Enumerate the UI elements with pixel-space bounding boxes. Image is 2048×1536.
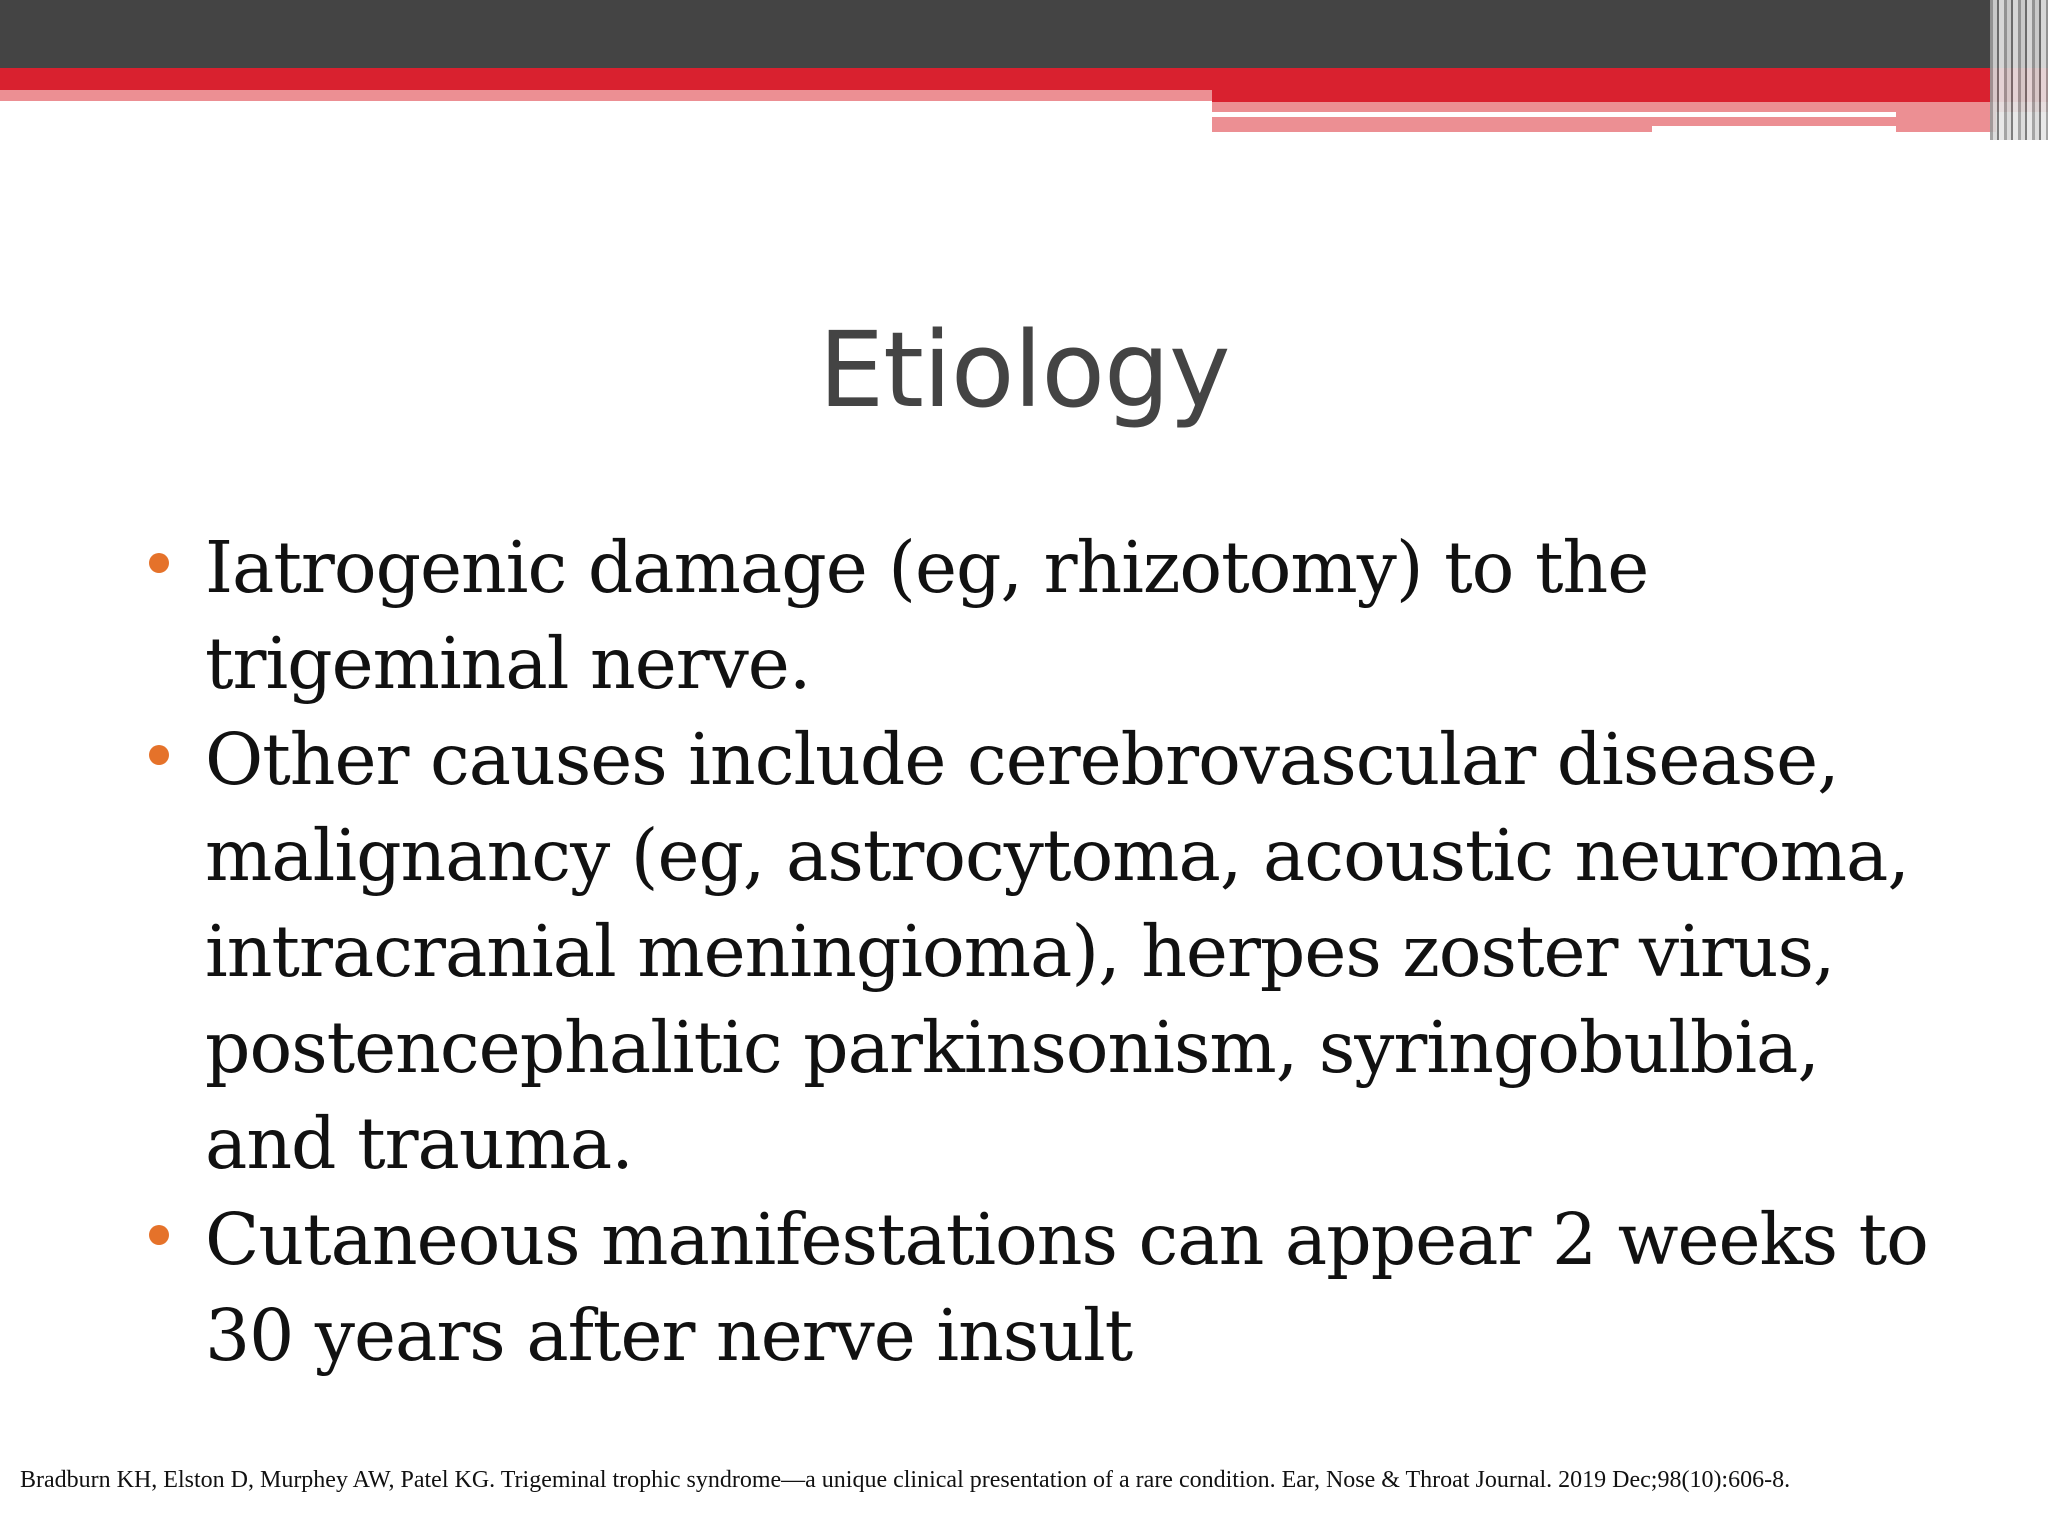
bullet-text: Iatrogenic damage (eg, rhizotomy) to the trigeminal nerve.: [205, 526, 1649, 705]
citation: Bradburn KH, Elston D, Murphey AW, Patel KG. Trigeminal trophic syndrome—a unique clinical presentation of a rare condition. Ear, Nose & Throat Journal. 2019 Dec;98(10):606-8.: [20, 1467, 1791, 1493]
bullet-item: [145, 520, 1945, 712]
header-band-pink-lower-short: [1652, 117, 1896, 126]
bullet-dot-icon: [149, 1225, 169, 1245]
header-band-pink-tail: [1896, 102, 1996, 132]
header-band-dark: [0, 0, 2048, 68]
header-band-pink-lower: [1212, 117, 1652, 132]
bullet-text: Other causes include cerebrovascular disease, malignancy (eg, astrocytoma, acoustic neuroma, intracranial meningioma), herpes zoster virus, postencephalitic parkinsonism, syringobulbia, and trauma.: [205, 718, 1909, 1185]
bullet-dot-icon: [149, 553, 169, 573]
header-edge-stripes: [1990, 0, 2048, 140]
bullet-item: [145, 1192, 1945, 1384]
bullet-text: Cutaneous manifestations can appear 2 weeks to 30 years after nerve insult: [205, 1198, 1928, 1377]
bullet-dot-icon: [149, 745, 169, 765]
bullet-item: [145, 712, 1945, 1192]
header-band-red: [0, 68, 2048, 90]
slide-title: Etiology: [818, 309, 1230, 431]
header-band-red-right: [1212, 90, 2048, 102]
bullet-list: [145, 520, 1945, 1384]
header-band-pink-left: [0, 90, 1212, 101]
